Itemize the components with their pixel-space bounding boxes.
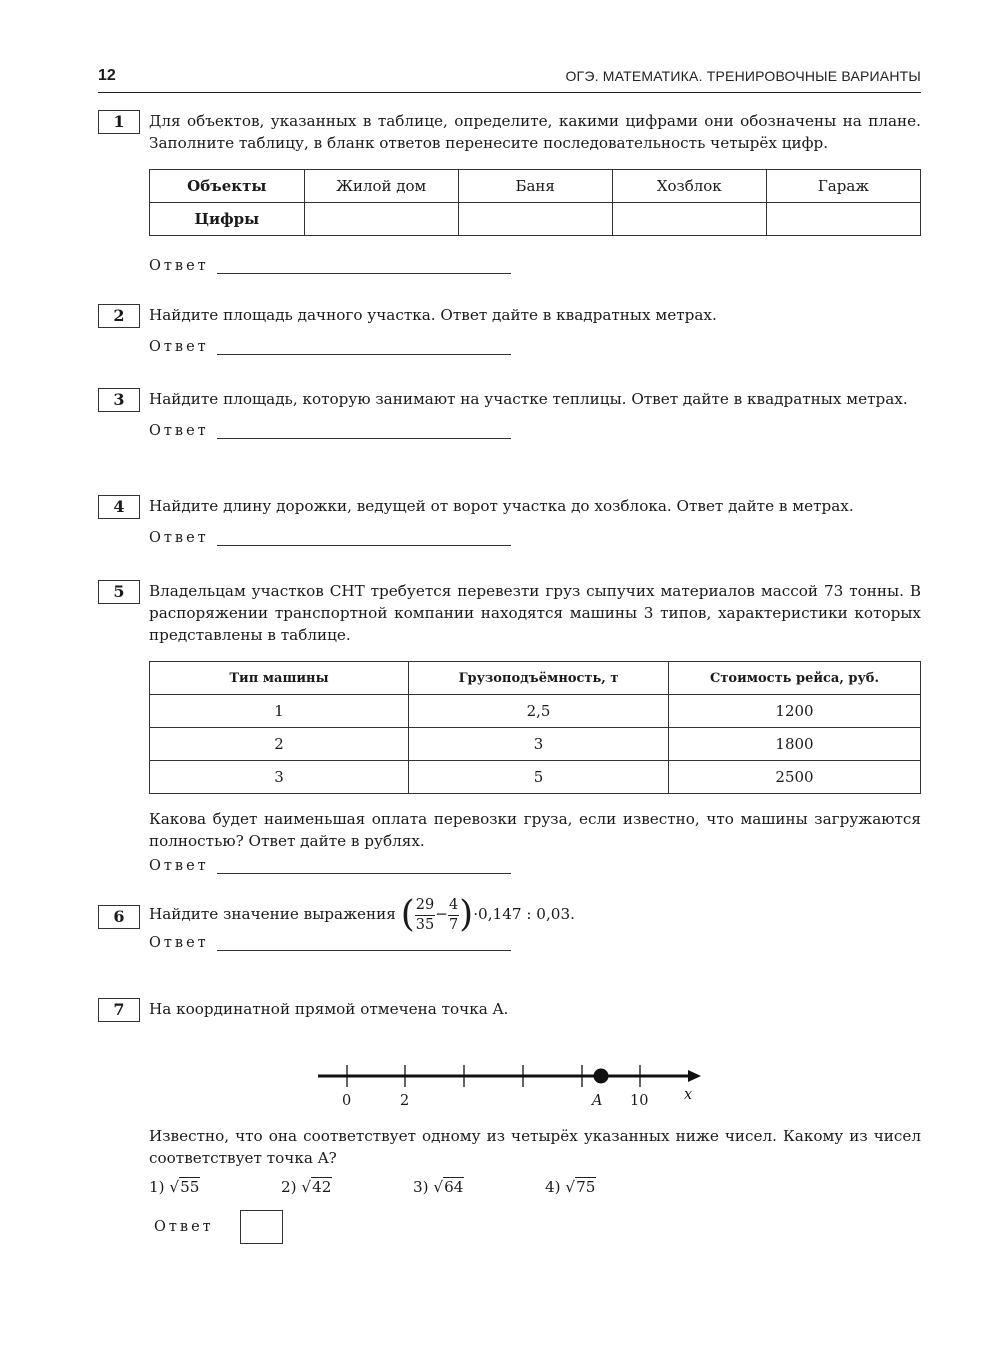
radicand: 55 (180, 1178, 200, 1196)
task-1 (98, 110, 921, 274)
trucks-table (149, 661, 921, 794)
option-label: 2) (281, 1178, 297, 1196)
table-row (150, 695, 921, 728)
right-paren: ) (459, 894, 474, 935)
task-6 (98, 894, 921, 951)
task-text: Найдите площадь дачного участка. Ответ дайте в квадратных метрах. (149, 306, 717, 324)
left-paren: ( (400, 894, 415, 935)
option-label: 4) (545, 1178, 561, 1196)
table-cell: 2,5 (409, 695, 669, 728)
radicand: 64 (444, 1178, 464, 1196)
answer-label: Ответ (149, 858, 209, 874)
tick-label-0: 0 (342, 1093, 352, 1109)
tick-label-2: 2 (400, 1093, 410, 1109)
answer-box[interactable] (240, 1210, 283, 1244)
answer-line[interactable] (217, 859, 511, 874)
answer-label: Ответ (149, 339, 209, 355)
task-5 (98, 580, 921, 874)
tick-label-10: 10 (630, 1093, 649, 1109)
minus-sign: − (435, 905, 448, 923)
task-text: Владельцам участков СНТ требуется перевезти груз сыпучих материалов массой 73 тонны. В распоряжении транспортной компании находятся машины 3 типов, характеристики которых представлены в таблице. (149, 582, 921, 644)
table-cell: Баня (458, 170, 612, 203)
answer-row (149, 858, 921, 874)
table-cell: 5 (409, 761, 669, 794)
axis-var-label: x (684, 1087, 693, 1103)
answer-label: Ответ (149, 935, 209, 951)
answer-row (149, 339, 921, 355)
table-cell: 2500 (669, 761, 921, 794)
running-title: ОГЭ. МАТЕМАТИКА. ТРЕНИРОВОЧНЫЕ ВАРИАНТЫ (565, 68, 921, 84)
table-cell: 3 (150, 761, 409, 794)
table-cell: Гараж (766, 170, 920, 203)
task-number: 1 (98, 110, 140, 134)
answer-row (149, 935, 921, 951)
task-question: Известно, что она соответствует одному из четырёх указанных ниже чисел. Какому из чисел соответствует точка A? (149, 1127, 921, 1167)
answer-line[interactable] (217, 340, 511, 355)
task-number: 2 (98, 304, 140, 328)
denominator: 7 (448, 916, 459, 933)
table-header-cell: Объекты (150, 170, 305, 203)
sqrt-icon: √42 (301, 1178, 332, 1196)
answer-line[interactable] (217, 936, 511, 951)
task-number: 7 (98, 998, 140, 1022)
expression-tail: ·0,147 : 0,03. (473, 905, 575, 923)
answer-options (149, 1178, 921, 1196)
option-label: 3) (413, 1178, 429, 1196)
number-line-graphic (98, 1030, 921, 1100)
digit-input-cell[interactable] (458, 203, 612, 236)
task-text-expression (149, 895, 921, 935)
option-3[interactable] (413, 1178, 545, 1196)
table-header-cell: Тип машины (150, 662, 409, 695)
numerator: 29 (415, 896, 435, 916)
task-7 (98, 998, 921, 1244)
task-number: 4 (98, 495, 140, 519)
answer-label: Ответ (149, 423, 209, 439)
digit-input-cell[interactable] (612, 203, 766, 236)
point-a-marker (594, 1069, 609, 1084)
table-cell: Жилой дом (304, 170, 458, 203)
sqrt-icon: √75 (565, 1178, 596, 1196)
task-number: 5 (98, 580, 140, 604)
task-text: На координатной прямой отмечена точка A. (149, 1000, 509, 1018)
task-4 (98, 495, 921, 546)
answer-line[interactable] (217, 531, 511, 546)
answer-label: Ответ (154, 1219, 214, 1235)
answer-line[interactable] (217, 259, 511, 274)
table-row (150, 728, 921, 761)
sqrt-icon: √64 (433, 1178, 464, 1196)
task-text: Для объектов, указанных в таблице, определите, какими цифрами они обозначены на плане. Заполните таблицу, в бланк ответов перенесите последовательность четырёх цифр. (149, 112, 921, 152)
table-cell: 2 (150, 728, 409, 761)
option-label: 1) (149, 1178, 165, 1196)
table-cell: 3 (409, 728, 669, 761)
table-cell: 1 (150, 695, 409, 728)
table-cell: 1800 (669, 728, 921, 761)
option-2[interactable] (281, 1178, 413, 1196)
option-4[interactable] (545, 1178, 677, 1196)
number-line (98, 1030, 921, 1109)
sqrt-icon: √55 (169, 1178, 200, 1196)
page-number: 12 (98, 67, 116, 84)
denominator: 35 (415, 916, 435, 933)
table-cell: Хозблок (612, 170, 766, 203)
digit-input-cell[interactable] (304, 203, 458, 236)
task-number: 3 (98, 388, 140, 412)
answer-label: Ответ (149, 530, 209, 546)
answer-row (149, 530, 921, 546)
answer-row (149, 258, 921, 274)
page-header (98, 64, 921, 93)
fraction (448, 896, 459, 935)
task-text: Найдите длину дорожки, ведущей от ворот участка до хозблока. Ответ дайте в метрах. (149, 497, 854, 515)
task-text: Найдите значение выражения (149, 905, 396, 923)
answer-line[interactable] (217, 424, 511, 439)
table-header-cell: Грузоподъёмность, т (409, 662, 669, 695)
radicand: 42 (312, 1178, 332, 1196)
point-a-label: A (592, 1093, 603, 1109)
task-number: 6 (98, 905, 140, 929)
task-2 (98, 304, 921, 355)
option-1[interactable] (149, 1178, 281, 1196)
answer-label: Ответ (149, 258, 209, 274)
table-row (150, 761, 921, 794)
radicand: 75 (576, 1178, 596, 1196)
objects-table (149, 169, 921, 236)
task-question: Какова будет наименьшая оплата перевозки груза, если известно, что машины загружаются полностью? Ответ дайте в рублях. (149, 810, 921, 850)
answer-row (149, 423, 921, 439)
task-3 (98, 388, 921, 439)
answer-row (154, 1210, 921, 1244)
digit-input-cell[interactable] (766, 203, 920, 236)
fraction (415, 896, 435, 935)
table-cell: 1200 (669, 695, 921, 728)
numerator: 4 (448, 896, 459, 916)
task-text: Найдите площадь, которую занимают на участке теплицы. Ответ дайте в квадратных метрах. (149, 390, 908, 408)
table-header-cell: Стоимость рейса, руб. (669, 662, 921, 695)
table-header-cell: Цифры (150, 203, 305, 236)
